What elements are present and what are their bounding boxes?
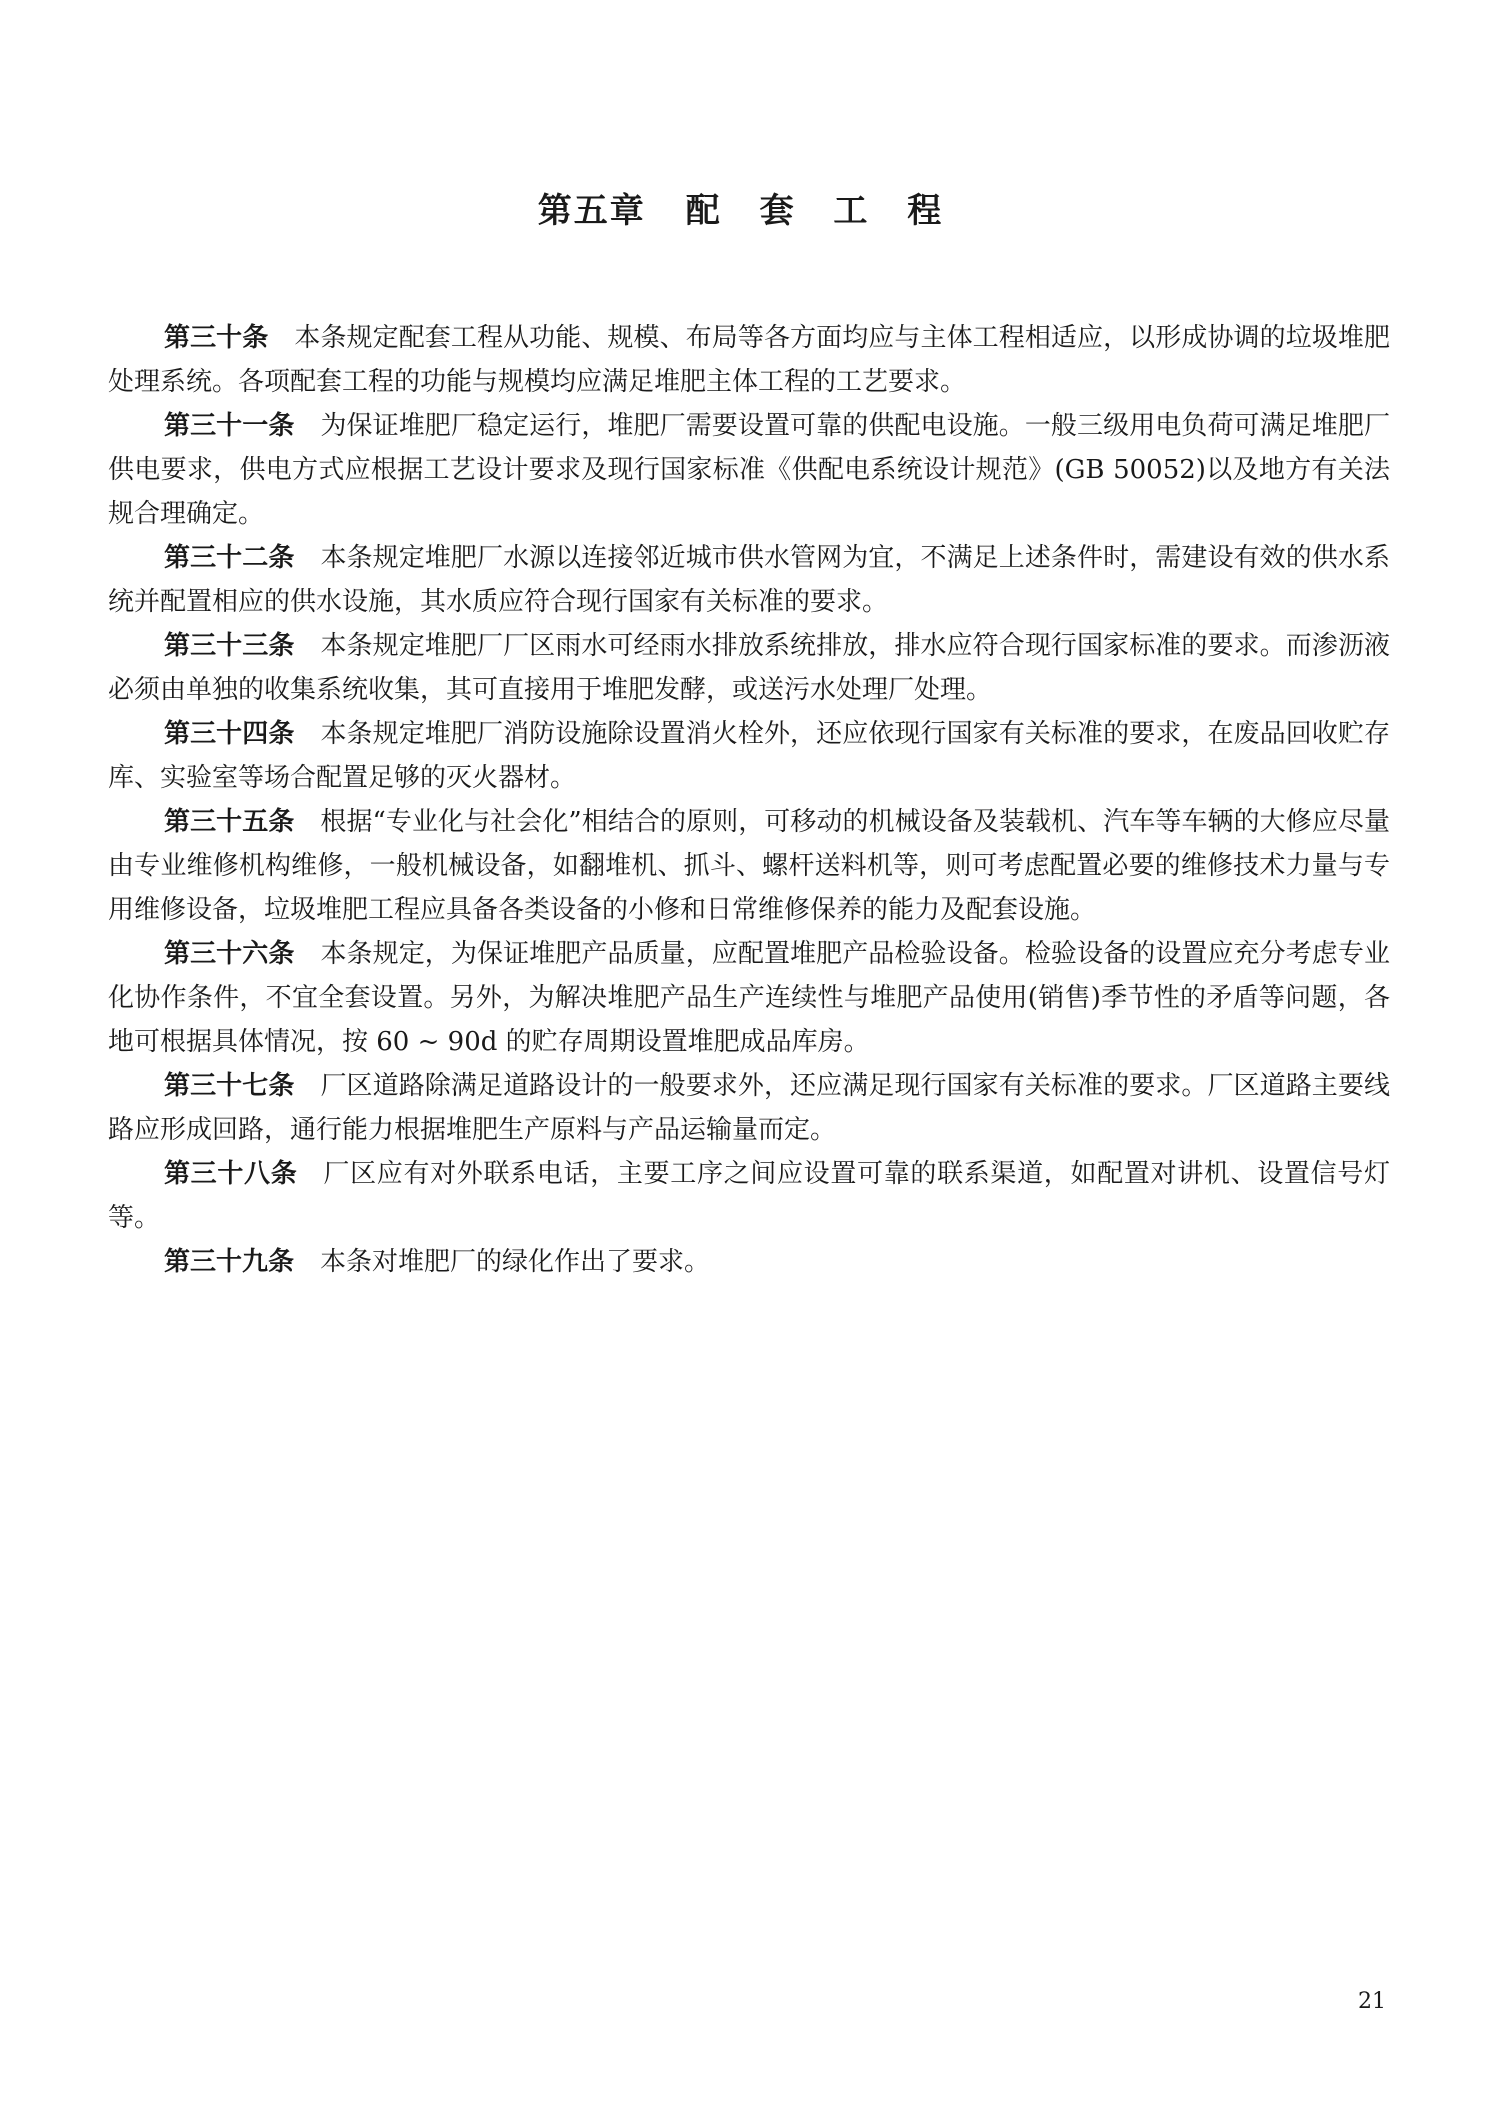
article-32 (108, 536, 1390, 624)
article-36 (108, 932, 1390, 1064)
article-text: 本条规定，为保证堆肥产品质量，应配置堆肥产品检验设备。检验设备的设置应充分考虑专业化协作条件，不宜全套设置。另外，为解决堆肥产品生产连续性与堆肥产品使用(销售)季节性的矛盾等问题，各地可根据具体情况，按 60 ~ 90d 的贮存周期设置堆肥成品库房。 (108, 939, 1390, 1057)
chapter-body (108, 316, 1390, 1284)
article-number: 第三十三条 (164, 631, 295, 661)
article-text: 本条规定堆肥厂水源以连接邻近城市供水管网为宜，不满足上述条件时，需建设有效的供水系统并配置相应的供水设施，其水质应符合现行国家有关标准的要求。 (108, 543, 1390, 617)
article-text: 本条规定配套工程从功能、规模、布局等各方面均应与主体工程相适应，以形成协调的垃圾堆肥处理系统。各项配套工程的功能与规模均应满足堆肥主体工程的工艺要求。 (108, 323, 1390, 397)
chapter-number: 第五章 (537, 191, 646, 231)
article-37 (108, 1064, 1390, 1152)
chapter-title (0, 186, 1493, 236)
article-number: 第三十八条 (164, 1159, 298, 1189)
article-text: 本条规定堆肥厂消防设施除设置消火栓外，还应依现行国家有关标准的要求，在废品回收贮存库、实验室等场合配置足够的灭火器材。 (108, 719, 1390, 793)
article-text: 本条对堆肥厂的绿化作出了要求。 (320, 1247, 711, 1277)
chapter-name: 配 套 工 程 (685, 191, 956, 231)
article-text: 根据“专业化与社会化”相结合的原则，可移动的机械设备及装载机、汽车等车辆的大修应尽量由专业维修机构维修，一般机械设备，如翻堆机、抓斗、螺杆送料机等，则可考虑配置必要的维修技术力量与专用维修设备，垃圾堆肥工程应具备各类设备的小修和日常维修保养的能力及配套设施。 (108, 807, 1390, 925)
article-text: 本条规定堆肥厂厂区雨水可经雨水排放系统排放，排水应符合现行国家标准的要求。而渗沥液必须由单独的收集系统收集，其可直接用于堆肥发酵，或送污水处理厂处理。 (108, 631, 1390, 705)
article-text: 厂区应有对外联系电话，主要工序之间应设置可靠的联系渠道，如配置对讲机、设置信号灯等。 (108, 1159, 1390, 1233)
article-number: 第三十二条 (164, 543, 295, 573)
article-35 (108, 800, 1390, 932)
article-33 (108, 624, 1390, 712)
article-31 (108, 404, 1390, 536)
article-number: 第三十五条 (164, 807, 295, 837)
article-number: 第三十七条 (164, 1071, 295, 1101)
article-number: 第三十九条 (164, 1247, 295, 1277)
article-text: 为保证堆肥厂稳定运行，堆肥厂需要设置可靠的供配电设施。一般三级用电负荷可满足堆肥厂供电要求，供电方式应根据工艺设计要求及现行国家标准《供配电系统设计规范》(GB 50052)以及地方有关法规合理确定。 (108, 411, 1390, 529)
article-number: 第三十六条 (164, 939, 295, 969)
article-number: 第三十一条 (164, 411, 295, 441)
article-number: 第三十四条 (164, 719, 295, 749)
article-34 (108, 712, 1390, 800)
article-30 (108, 316, 1390, 404)
page-number: 21 (1358, 1989, 1386, 2014)
article-38 (108, 1152, 1390, 1240)
article-39 (108, 1240, 1390, 1284)
article-text: 厂区道路除满足道路设计的一般要求外，还应满足现行国家有关标准的要求。厂区道路主要线路应形成回路，通行能力根据堆肥生产原料与产品运输量而定。 (108, 1071, 1390, 1145)
article-number: 第三十条 (164, 323, 269, 353)
